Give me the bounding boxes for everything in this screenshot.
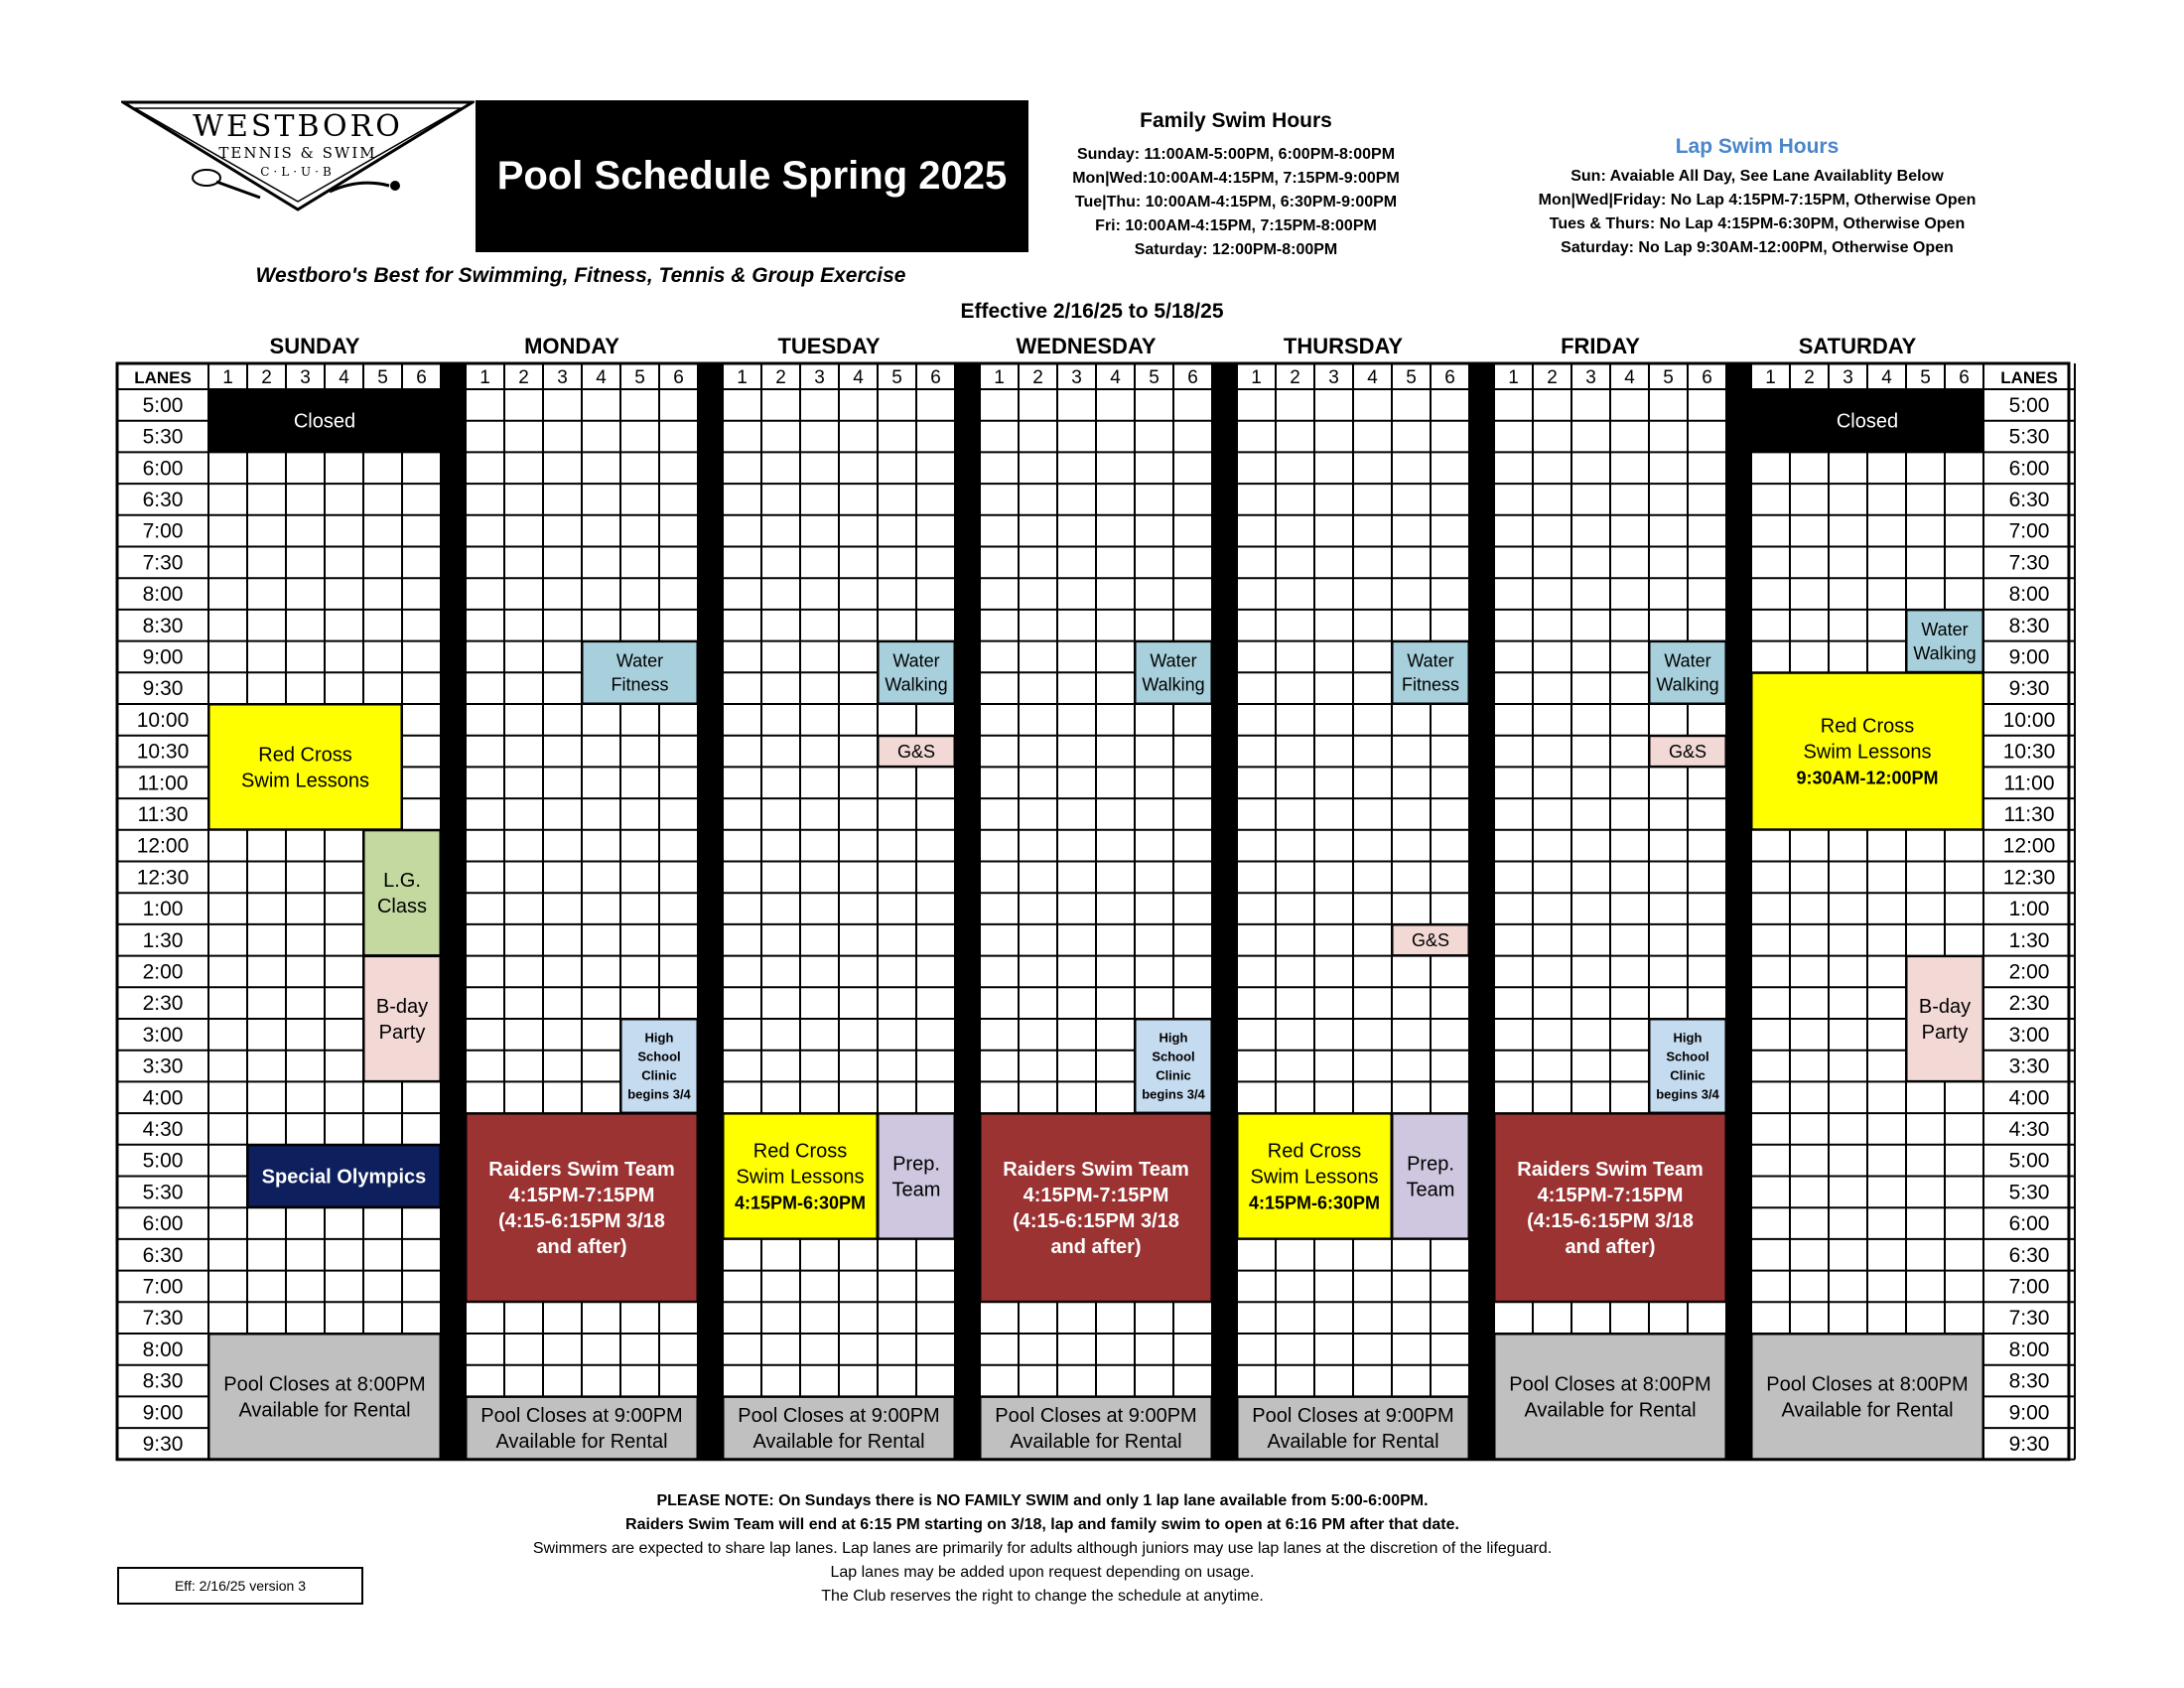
event-label: Closed (1836, 410, 1899, 433)
time-label-left: 3:00 (142, 1023, 184, 1047)
time-label-left: 12:00 (136, 834, 190, 858)
time-label-left: 7:00 (142, 519, 184, 543)
lane-number: 6 (1959, 367, 1970, 388)
event-label: Swim Lessons (241, 770, 369, 792)
event-label: Water (1921, 619, 1969, 639)
event-label: Walking (1142, 674, 1205, 695)
lane-number: 3 (1585, 367, 1596, 388)
lane-number: 1 (479, 367, 490, 388)
time-label-right: 8:30 (2008, 1369, 2050, 1393)
day-separator (1212, 363, 1237, 1460)
event-label: High (644, 1030, 674, 1046)
day-header-thursday: THURSDAY (1283, 334, 1404, 358)
lane-number: 4 (596, 367, 607, 388)
time-label-right: 7:30 (2008, 551, 2050, 575)
lane-number: 6 (1702, 367, 1712, 388)
event-label: 4:15PM-6:30PM (734, 1193, 867, 1213)
time-label-left: 7:30 (142, 1307, 184, 1331)
lane-number: 2 (1032, 367, 1043, 388)
lane-number: 4 (1624, 367, 1635, 388)
event-label: 4:15PM-7:15PM (1023, 1185, 1169, 1207)
event-label: G&S (1668, 741, 1707, 762)
time-label-left: 1:00 (142, 898, 184, 921)
event-label: Available for Rental (1781, 1399, 1954, 1422)
event-label: Party (378, 1022, 426, 1044)
lane-number: 5 (1149, 367, 1160, 388)
day-separator (1469, 363, 1494, 1460)
event-label: Class (376, 896, 428, 918)
lane-number: 4 (339, 367, 349, 388)
event-label: Water (892, 650, 940, 671)
time-label-right: 10:00 (2002, 708, 2056, 732)
lane-number: 3 (1843, 367, 1853, 388)
time-label-left: 4:00 (142, 1086, 184, 1110)
time-label-right: 7:00 (2008, 1275, 2050, 1299)
time-label-left: 2:00 (142, 960, 184, 984)
time-label-right: 6:00 (2008, 457, 2050, 481)
day-separator (1726, 363, 1751, 1460)
event-label: Red Cross (258, 744, 352, 767)
event-label: begins 3/4 (1656, 1086, 1719, 1102)
lane-number: 5 (1920, 367, 1931, 388)
event-label: Fitness (1401, 674, 1460, 695)
lane-number: 3 (300, 367, 311, 388)
time-label-right: 1:30 (2008, 928, 2050, 952)
lane-number: 3 (1328, 367, 1339, 388)
event-label: (4:15-6:15PM 3/18 (1013, 1210, 1179, 1233)
event-label: High (1159, 1030, 1188, 1046)
event-label: High (1673, 1030, 1703, 1046)
lane-number: 2 (1804, 367, 1815, 388)
lane-number: 4 (1110, 367, 1121, 388)
day-header-wednesday: WEDNESDAY (1016, 334, 1157, 358)
event-label: Raiders Swim Team (1003, 1159, 1189, 1182)
time-label-right: 4:00 (2008, 1086, 2050, 1110)
lane-number: 3 (557, 367, 568, 388)
lap-swim-line: Mon|Wed|Friday: No Lap 4:15PM-7:15PM, Otherwise Open (1538, 192, 1977, 209)
event-label: Pool Closes at 8:00PM (223, 1373, 426, 1396)
event-label: Raiders Swim Team (1517, 1159, 1704, 1182)
time-label-left: 6:30 (142, 1243, 184, 1267)
time-label-right: 9:30 (2008, 677, 2050, 701)
event-label: and after) (536, 1236, 627, 1259)
time-label-left: 10:00 (136, 708, 190, 732)
time-label-left: 5:00 (142, 393, 184, 417)
event-label: Water (1664, 650, 1711, 671)
day-separator (441, 363, 466, 1460)
event-label: begins 3/4 (1142, 1086, 1205, 1102)
event-bday[interactable] (364, 957, 440, 1081)
event-label: 4:15PM-6:30PM (1248, 1193, 1381, 1213)
note-line: Raiders Swim Team will end at 6:15 PM starting on 3/18, lap and family swim to open at 6:16 PM after that date. (625, 1516, 1459, 1533)
lane-number: 1 (1508, 367, 1519, 388)
lane-number: 4 (853, 367, 864, 388)
time-label-left: 2:30 (142, 992, 184, 1016)
event-prep[interactable] (879, 1114, 954, 1238)
event-label: Prep. (1407, 1153, 1454, 1176)
time-label-left: 11:00 (137, 772, 189, 795)
lane-number: 5 (1663, 367, 1674, 388)
time-label-right: 5:00 (2008, 1149, 2050, 1173)
event-label: 4:15PM-7:15PM (508, 1185, 655, 1207)
schedule-notes (298, 1489, 1787, 1609)
event-label: Walking (1913, 642, 1977, 663)
page-title: Pool Schedule Spring 2025 (476, 100, 1028, 252)
event-label: Clinic (1156, 1067, 1191, 1083)
lane-number: 1 (994, 367, 1005, 388)
time-label-right: 4:30 (2008, 1117, 2050, 1141)
event-label: Red Cross (752, 1140, 848, 1163)
logo-line1: WESTBORO (193, 109, 403, 144)
lane-number: 2 (261, 367, 272, 388)
time-label-right: 7:00 (2008, 519, 2050, 543)
time-label-right: 9:00 (2008, 645, 2050, 669)
lane-number: 6 (416, 367, 427, 388)
event-label: Swim Lessons (736, 1166, 865, 1189)
time-label-right: 1:00 (2008, 898, 2050, 921)
event-label: Swim Lessons (1803, 741, 1932, 764)
event-label: Pool Closes at 8:00PM (1509, 1373, 1711, 1396)
day-header-friday: FRIDAY (1561, 334, 1640, 358)
day-separator (698, 363, 723, 1460)
event-poolclose[interactable] (1495, 1335, 1725, 1459)
lane-number: 5 (1406, 367, 1417, 388)
lane-number: 4 (1881, 367, 1892, 388)
event-label: (4:15-6:15PM 3/18 (498, 1210, 665, 1233)
lane-number: 2 (518, 367, 529, 388)
event-prep[interactable] (1393, 1114, 1468, 1238)
time-label-left: 11:30 (137, 802, 189, 826)
event-label: Pool Closes at 9:00PM (738, 1405, 940, 1428)
time-label-right: 9:00 (2008, 1401, 2050, 1425)
event-label: Water (1407, 650, 1454, 671)
logo-line3: C·L·U·B (260, 165, 336, 179)
event-label: and after) (1565, 1236, 1656, 1259)
event-label: Red Cross (1820, 715, 1915, 738)
event-label: Pool Closes at 9:00PM (480, 1405, 683, 1428)
event-label: Party (1921, 1022, 1969, 1044)
lap-swim-line: Tues & Thurs: No Lap 4:15PM-6:30PM, Otherwise Open (1549, 215, 1966, 232)
event-label: G&S (1411, 930, 1450, 951)
time-label-right: 5:30 (2008, 1181, 2050, 1204)
time-label-right: 5:30 (2008, 425, 2050, 449)
event-label: Prep. (892, 1153, 940, 1176)
lane-number: 4 (1367, 367, 1378, 388)
event-label: Clinic (641, 1067, 677, 1083)
family-swim-line: Mon|Wed:10:00AM-4:15PM, 7:15PM-9:00PM (1072, 170, 1400, 187)
event-label: Closed (293, 410, 356, 433)
time-label-right: 12:00 (2002, 834, 2056, 858)
event-label: Team (1406, 1179, 1455, 1201)
time-label-right: 6:30 (2008, 488, 2050, 511)
event-label: B-day (1918, 996, 1972, 1018)
event-label: 4:15PM-7:15PM (1537, 1185, 1684, 1207)
event-label: Available for Rental (495, 1431, 668, 1454)
event-label: Clinic (1670, 1067, 1706, 1083)
event-label: Water (1150, 650, 1197, 671)
time-label-left: 5:00 (142, 1149, 184, 1173)
time-label-right: 3:30 (2008, 1055, 2050, 1078)
day-header-monday: MONDAY (524, 334, 619, 358)
event-label: (4:15-6:15PM 3/18 (1527, 1210, 1694, 1233)
effective-dates: Effective 2/16/25 to 5/18/25 (960, 300, 1224, 323)
time-label-left: 7:30 (142, 551, 184, 575)
event-bday[interactable] (1907, 957, 1982, 1081)
time-label-left: 8:30 (142, 1369, 184, 1393)
event-raiders[interactable] (467, 1114, 697, 1301)
event-poolclose[interactable] (1752, 1335, 1982, 1459)
time-label-right: 2:00 (2008, 960, 2050, 984)
time-label-left: 8:00 (142, 1337, 184, 1361)
event-label: L.G. (383, 870, 421, 893)
event-label: School (1152, 1049, 1195, 1064)
day-header-tuesday: TUESDAY (777, 334, 881, 358)
time-label-left: 6:00 (142, 1212, 184, 1236)
lanes-label: LANES (2000, 368, 2058, 387)
time-label-right: 9:30 (2008, 1432, 2050, 1456)
lane-number: 5 (377, 367, 388, 388)
event-label: Walking (1656, 674, 1719, 695)
time-label-right: 10:30 (2002, 740, 2056, 764)
lane-number: 2 (1290, 367, 1300, 388)
time-label-left: 7:00 (142, 1275, 184, 1299)
time-label-left: 6:00 (142, 457, 184, 481)
event-label: B-day (375, 996, 429, 1018)
family-swim-line: Saturday: 12:00PM-8:00PM (1134, 241, 1338, 258)
logo-line2: TENNIS & SWIM (218, 144, 377, 162)
time-label-left: 8:30 (142, 614, 184, 637)
event-label: School (637, 1049, 681, 1064)
time-label-right: 11:00 (2003, 772, 2055, 795)
event-poolclose[interactable] (209, 1335, 440, 1459)
lane-number: 3 (1071, 367, 1082, 388)
time-label-left: 8:00 (142, 583, 184, 607)
lane-number: 1 (222, 367, 233, 388)
event-label: Available for Rental (1010, 1431, 1182, 1454)
time-label-right: 8:00 (2008, 583, 2050, 607)
time-label-right: 6:00 (2008, 1212, 2050, 1236)
time-label-right: 5:00 (2008, 393, 2050, 417)
event-label: Special Olympics (261, 1166, 427, 1189)
version-label: Eff: 2/16/25 version 3 (117, 1567, 363, 1605)
lap-swim-heading: Lap Swim Hours (1675, 135, 1840, 158)
event-label: Pool Closes at 9:00PM (1252, 1405, 1454, 1428)
lane-number: 3 (814, 367, 825, 388)
time-label-left: 1:30 (142, 928, 184, 952)
time-label-left: 9:30 (142, 677, 184, 701)
event-label: Pool Closes at 8:00PM (1766, 1373, 1969, 1396)
event-label: begins 3/4 (627, 1086, 691, 1102)
time-label-right: 8:00 (2008, 1337, 2050, 1361)
lane-number: 6 (673, 367, 684, 388)
event-label: Swim Lessons (1250, 1166, 1379, 1189)
time-label-left: 9:00 (142, 645, 184, 669)
day-header-saturday: SATURDAY (1798, 334, 1917, 358)
event-label: Water (615, 650, 664, 671)
lanes-label: LANES (134, 368, 192, 387)
time-label-left: 9:30 (142, 1432, 184, 1456)
event-label: Red Cross (1267, 1140, 1362, 1163)
time-label-right: 2:30 (2008, 992, 2050, 1016)
event-label: Available for Rental (1524, 1399, 1697, 1422)
time-label-left: 12:30 (136, 866, 190, 890)
time-label-right: 6:30 (2008, 1243, 2050, 1267)
lap-swim-line: Sun: Avaiable All Day, See Lane Availablity Below (1570, 168, 1944, 185)
family-swim-line: Sunday: 11:00AM-5:00PM, 6:00PM-8:00PM (1076, 146, 1396, 163)
event-label: Walking (885, 674, 948, 695)
lane-number: 2 (1547, 367, 1558, 388)
event-label: Pool Closes at 9:00PM (995, 1405, 1197, 1428)
lane-number: 2 (775, 367, 786, 388)
event-label: School (1666, 1049, 1709, 1064)
time-label-left: 6:30 (142, 488, 184, 511)
event-label: Available for Rental (1267, 1431, 1439, 1454)
event-lg[interactable] (364, 831, 440, 955)
event-label: G&S (896, 741, 936, 762)
family-swim-line: Tue|Thu: 10:00AM-4:15PM, 6:30PM-9:00PM (1074, 194, 1398, 211)
time-label-right: 8:30 (2008, 614, 2050, 637)
event-label: Fitness (611, 674, 669, 695)
note-line: Swimmers are expected to share lap lanes. Lap lanes are primarily for adults although juniors may use lap lanes at the discretion of the lifeguard. (532, 1540, 1553, 1557)
time-label-left: 10:30 (136, 740, 190, 764)
time-label-right: 7:30 (2008, 1307, 2050, 1331)
event-label: Available for Rental (238, 1399, 411, 1422)
family-swim-heading: Family Swim Hours (1140, 109, 1332, 132)
event-raiders[interactable] (1495, 1114, 1725, 1301)
lane-number: 5 (891, 367, 902, 388)
lane-number: 6 (1444, 367, 1455, 388)
event-label: Team (891, 1179, 941, 1201)
lane-number: 6 (930, 367, 941, 388)
event-label: and after) (1050, 1236, 1142, 1259)
time-label-left: 4:30 (142, 1117, 184, 1141)
family-swim-line: Fri: 10:00AM-4:15PM, 7:15PM-8:00PM (1095, 217, 1377, 234)
time-label-left: 5:30 (142, 425, 184, 449)
lane-number: 6 (1187, 367, 1198, 388)
event-label: 9:30AM-12:00PM (1796, 768, 1939, 788)
event-raiders[interactable] (981, 1114, 1211, 1301)
tagline: Westboro's Best for Swimming, Fitness, Tennis & Group Exercise (255, 264, 906, 287)
time-label-right: 11:30 (2003, 802, 2055, 826)
lane-number: 1 (1251, 367, 1262, 388)
note-line: PLEASE NOTE: On Sundays there is NO FAMILY SWIM and only 1 lap lane available from 5:00-6:00PM. (656, 1492, 1429, 1509)
day-header-sunday: SUNDAY (269, 334, 360, 358)
note-line: The Club reserves the right to change the schedule at anytime. (821, 1588, 1264, 1605)
lane-number: 1 (737, 367, 748, 388)
note-line: Lap lanes may be added upon request depending on usage. (830, 1564, 1255, 1581)
event-redcross[interactable] (209, 705, 401, 829)
lane-number: 1 (1765, 367, 1776, 388)
time-label-right: 3:00 (2008, 1023, 2050, 1047)
lap-swim-line: Saturday: No Lap 9:30AM-12:00PM, Otherwise Open (1561, 239, 1954, 256)
time-label-left: 3:30 (142, 1055, 184, 1078)
event-label: Available for Rental (752, 1431, 925, 1454)
day-separator (955, 363, 980, 1460)
time-label-right: 12:30 (2002, 866, 2056, 890)
time-label-left: 5:30 (142, 1181, 184, 1204)
time-label-left: 9:00 (142, 1401, 184, 1425)
event-label: Raiders Swim Team (488, 1159, 675, 1182)
lane-number: 5 (634, 367, 645, 388)
